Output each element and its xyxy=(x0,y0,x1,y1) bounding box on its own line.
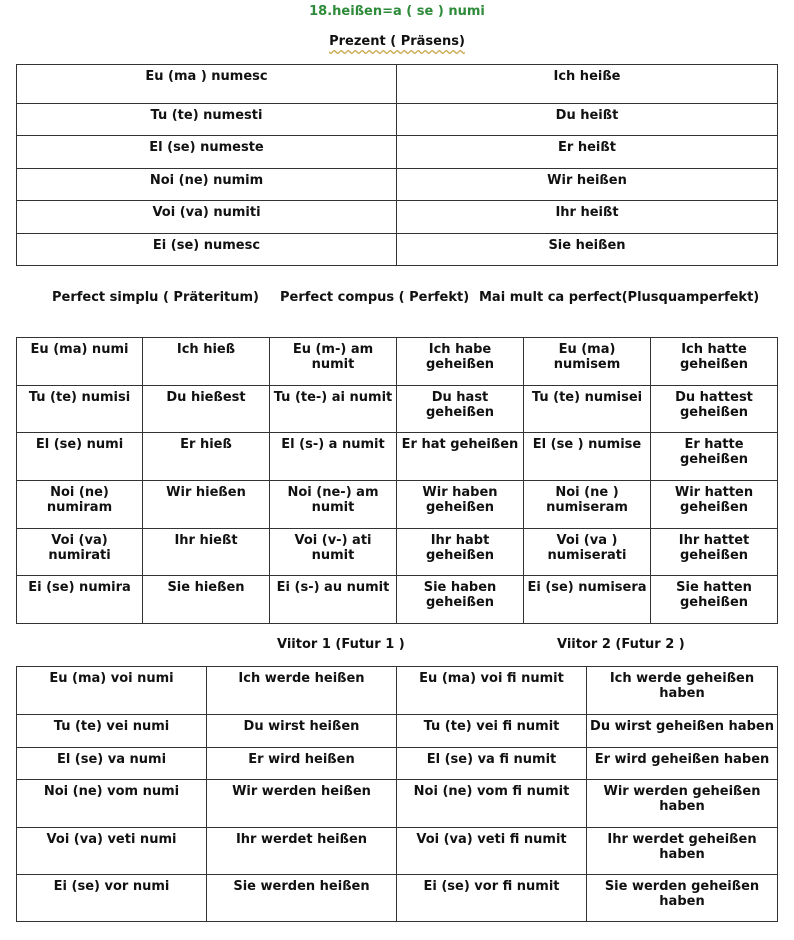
table-cell: Voi (va) numiti xyxy=(17,201,397,234)
table-cell: El (se) numeste xyxy=(17,136,397,169)
table-cell: El (s-) a numit xyxy=(270,433,397,481)
table-cell: Du hast geheißen xyxy=(397,386,524,433)
table-cell: Wir heißen xyxy=(397,169,778,201)
table-cell: Noi (ne ) numiseram xyxy=(524,481,651,529)
table-cell: Tu (te) vei fi numit xyxy=(397,715,587,748)
table-row xyxy=(17,169,778,201)
table-cell: Du wirst geheißen haben xyxy=(587,715,778,748)
table-cell: Ei (se) numisera xyxy=(524,576,651,624)
table-cell: Ich heiße xyxy=(397,65,778,104)
table-cell: Ihr werdet heißen xyxy=(207,828,397,875)
table-cell: Er hat geheißen xyxy=(397,433,524,481)
table-cell: Voi (va) veti numi xyxy=(17,828,207,875)
table-cell: Noi (ne) vom fi numit xyxy=(397,780,587,828)
table-cell: Er heißt xyxy=(397,136,778,169)
table-cell: Ei (s-) au numit xyxy=(270,576,397,624)
table-cell: Sie hatten geheißen xyxy=(651,576,778,624)
table-cell: Du heißt xyxy=(397,104,778,136)
page-title: 18.heißen=a ( se ) numi xyxy=(309,4,485,19)
table-cell: Noi (ne) numiram xyxy=(17,481,143,529)
table-row xyxy=(17,136,778,169)
table-cell: Du hattest geheißen xyxy=(651,386,778,433)
table-cell: Eu (ma) numi xyxy=(17,338,143,386)
table-cell: Ihr hießt xyxy=(143,529,270,576)
table-cell: Eu (m-) am numit xyxy=(270,338,397,386)
table-row xyxy=(17,65,778,104)
heading-prezent xyxy=(0,34,794,49)
table-cell: Sie heißen xyxy=(397,234,778,266)
table-cell: Eu (ma) voi fi numit xyxy=(397,667,587,715)
table-cell: Eu (ma) numisem xyxy=(524,338,651,386)
table-cell: El (se) numi xyxy=(17,433,143,481)
table-cell: Du hießest xyxy=(143,386,270,433)
table-cell: Ich werde heißen xyxy=(207,667,397,715)
table-row xyxy=(17,529,778,576)
table-cell: Tu (te) numisi xyxy=(17,386,143,433)
heading-prezent-label: Prezent ( Präsens) xyxy=(329,34,465,49)
table-cell: Sie werden heißen xyxy=(207,875,397,922)
table-row xyxy=(17,234,778,266)
table-prezent xyxy=(16,64,778,266)
table-cell: Noi (ne-) am numit xyxy=(270,481,397,529)
table-cell: Eu (ma) voi numi xyxy=(17,667,207,715)
table-cell: Ihr hattet geheißen xyxy=(651,529,778,576)
table-cell: Er wird geheißen haben xyxy=(587,748,778,780)
table-cell: Voi (va) numirati xyxy=(17,529,143,576)
table-cell: Du wirst heißen xyxy=(207,715,397,748)
table-row xyxy=(17,875,778,922)
table-past-tenses xyxy=(16,337,778,624)
table-cell: Voi (va) veti fi numit xyxy=(397,828,587,875)
table-cell: Er hieß xyxy=(143,433,270,481)
table-cell: Voi (va ) numiserati xyxy=(524,529,651,576)
table-row xyxy=(17,481,778,529)
table-cell: Tu (te-) ai numit xyxy=(270,386,397,433)
table-cell: Er hatte geheißen xyxy=(651,433,778,481)
table-cell: Noi (ne) vom numi xyxy=(17,780,207,828)
heading-plusquamperfekt: Mai mult ca perfect(Plusquamperfekt) xyxy=(479,290,760,305)
table-row xyxy=(17,576,778,624)
table-cell: Er wird heißen xyxy=(207,748,397,780)
table-cell: Ich hatte geheißen xyxy=(651,338,778,386)
table-cell: Sie werden geheißen haben xyxy=(587,875,778,922)
table-cell: Eu (ma ) numesc xyxy=(17,65,397,104)
table-cell: Noi (ne) numim xyxy=(17,169,397,201)
table-cell: Ich werde geheißen haben xyxy=(587,667,778,715)
table-cell: Wir werden heißen xyxy=(207,780,397,828)
table-cell: Ei (se) numesc xyxy=(17,234,397,266)
table-future-tenses xyxy=(16,666,778,922)
table-cell: El (se) va numi xyxy=(17,748,207,780)
table-cell: Ich hieß xyxy=(143,338,270,386)
table-cell: Tu (te) vei numi xyxy=(17,715,207,748)
table-cell: Ei (se) numira xyxy=(17,576,143,624)
table-row xyxy=(17,667,778,715)
table-row xyxy=(17,338,778,386)
heading-perfekt: Perfect compus ( Perfekt) xyxy=(280,290,470,305)
heading-praeteritum: Perfect simplu ( Präteritum) xyxy=(52,290,259,305)
table-row xyxy=(17,201,778,234)
table-row xyxy=(17,433,778,481)
table-row xyxy=(17,104,778,136)
table-cell: Ihr heißt xyxy=(397,201,778,234)
table-row xyxy=(17,386,778,433)
table-cell: Tu (te) numisei xyxy=(524,386,651,433)
table-cell: El (se ) numise xyxy=(524,433,651,481)
table-cell: Sie haben geheißen xyxy=(397,576,524,624)
table-cell: El (se) va fi numit xyxy=(397,748,587,780)
table-cell: Ihr werdet geheißen haben xyxy=(587,828,778,875)
table-row xyxy=(17,748,778,780)
table-cell: Wir werden geheißen haben xyxy=(587,780,778,828)
table-cell: Tu (te) numesti xyxy=(17,104,397,136)
table-cell: Wir hießen xyxy=(143,481,270,529)
table-cell: Ich habe geheißen xyxy=(397,338,524,386)
heading-futur1: Viitor 1 (Futur 1 ) xyxy=(277,637,405,652)
table-row xyxy=(17,828,778,875)
table-row xyxy=(17,715,778,748)
table-cell: Sie hießen xyxy=(143,576,270,624)
table-cell: Ihr habt geheißen xyxy=(397,529,524,576)
heading-futur2: Viitor 2 (Futur 2 ) xyxy=(557,637,685,652)
table-cell: Ei (se) vor fi numit xyxy=(397,875,587,922)
table-cell: Voi (v-) ati numit xyxy=(270,529,397,576)
table-cell: Wir haben geheißen xyxy=(397,481,524,529)
table-cell: Ei (se) vor numi xyxy=(17,875,207,922)
table-cell: Wir hatten geheißen xyxy=(651,481,778,529)
table-row xyxy=(17,780,778,828)
